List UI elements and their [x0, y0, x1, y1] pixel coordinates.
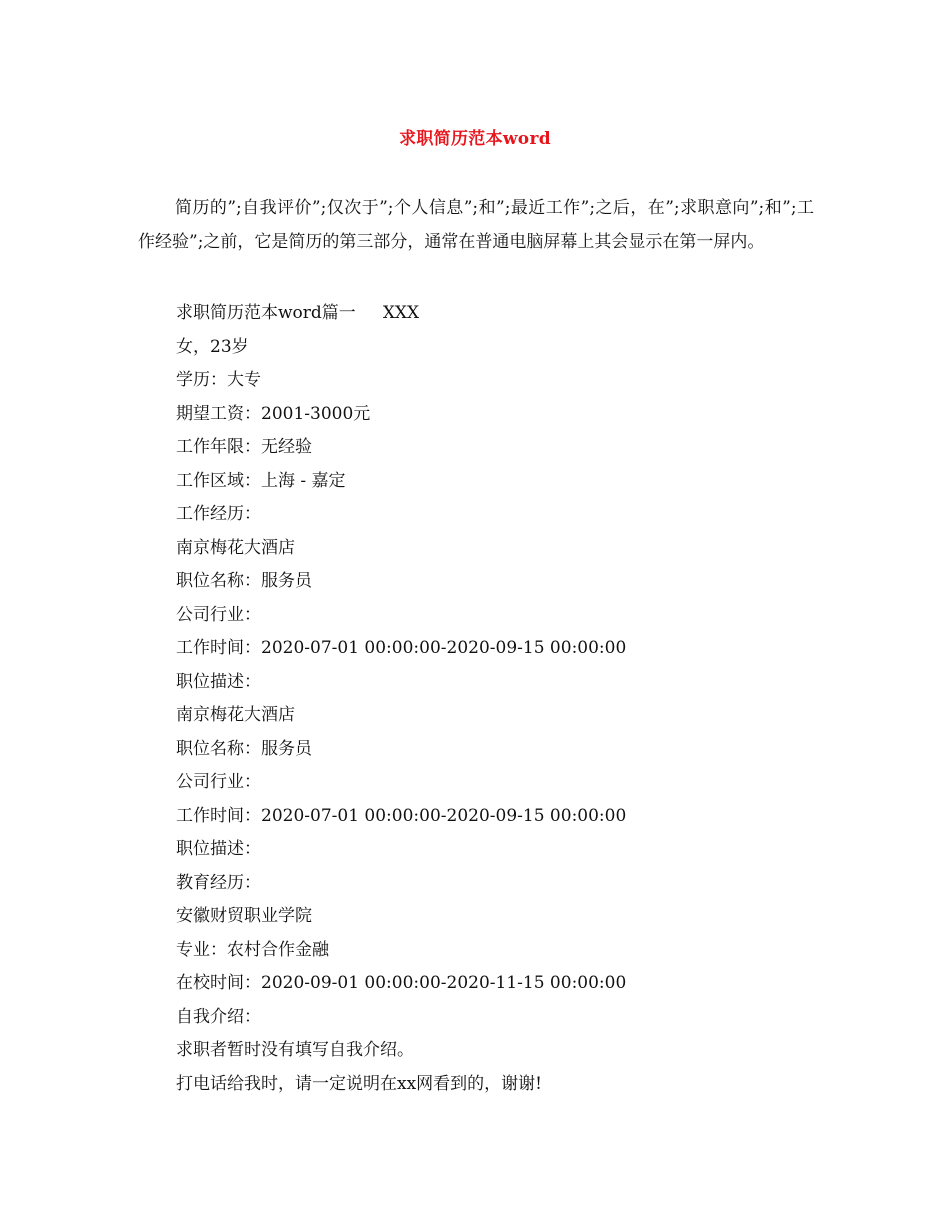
- resume-line: 工作区域：上海 - 嘉定: [176, 470, 346, 491]
- resume-line: 职位名称：服务员: [176, 571, 312, 591]
- resume-line: 职位名称：服务员: [176, 738, 312, 759]
- document-title: 求职简历范本word: [399, 129, 551, 149]
- resume-line: 学历：大专: [176, 370, 261, 390]
- resume-line: 安徽财贸职业学院: [176, 906, 312, 926]
- resume-line: 南京梅花大酒店: [176, 537, 295, 558]
- resume-line: 工作年限：无经验: [176, 437, 312, 457]
- resume-line: 公司行业：: [176, 772, 261, 792]
- resume-line: 南京梅花大酒店: [176, 705, 295, 725]
- resume-line: 求职者暂时没有填写自我介绍。: [176, 1040, 414, 1060]
- resume-line: 职位描述：: [176, 839, 261, 859]
- resume-line: 打电话给我时，请一定说明在xx网看到的，谢谢!: [176, 1073, 543, 1094]
- resume-line: 公司行业：: [176, 604, 261, 625]
- resume-line: 教育经历：: [176, 872, 261, 893]
- resume-line: 求职简历范本word篇一 XXX: [176, 303, 420, 323]
- resume-line: 自我介绍：: [176, 1006, 261, 1027]
- resume-line: 职位描述：: [176, 671, 261, 692]
- resume-lines: [176, 297, 816, 1101]
- intro-paragraph: 简历的”;自我评价”;仅次于”;个人信息”;和”;最近工作”;之后，在”;求职意向”;和”;工作经验”;之前，它是简历的第三部分，通常在普通电脑屏幕上其会显示在第一屏内。: [138, 198, 814, 252]
- resume-line: 专业：农村合作金融: [176, 939, 329, 960]
- resume-line: 工作经历：: [176, 504, 261, 524]
- resume-line: 工作时间：2020-07-01 00:00:00-2020-09-15 00:00:00: [176, 805, 627, 826]
- resume-line: 女，23岁: [176, 336, 249, 357]
- resume-line: 在校时间：2020-09-01 00:00:00-2020-11-15 00:00:00: [176, 973, 627, 993]
- resume-line: 期望工资：2001-3000元: [176, 403, 371, 424]
- resume-line: 工作时间：2020-07-01 00:00:00-2020-09-15 00:00:00: [176, 638, 627, 658]
